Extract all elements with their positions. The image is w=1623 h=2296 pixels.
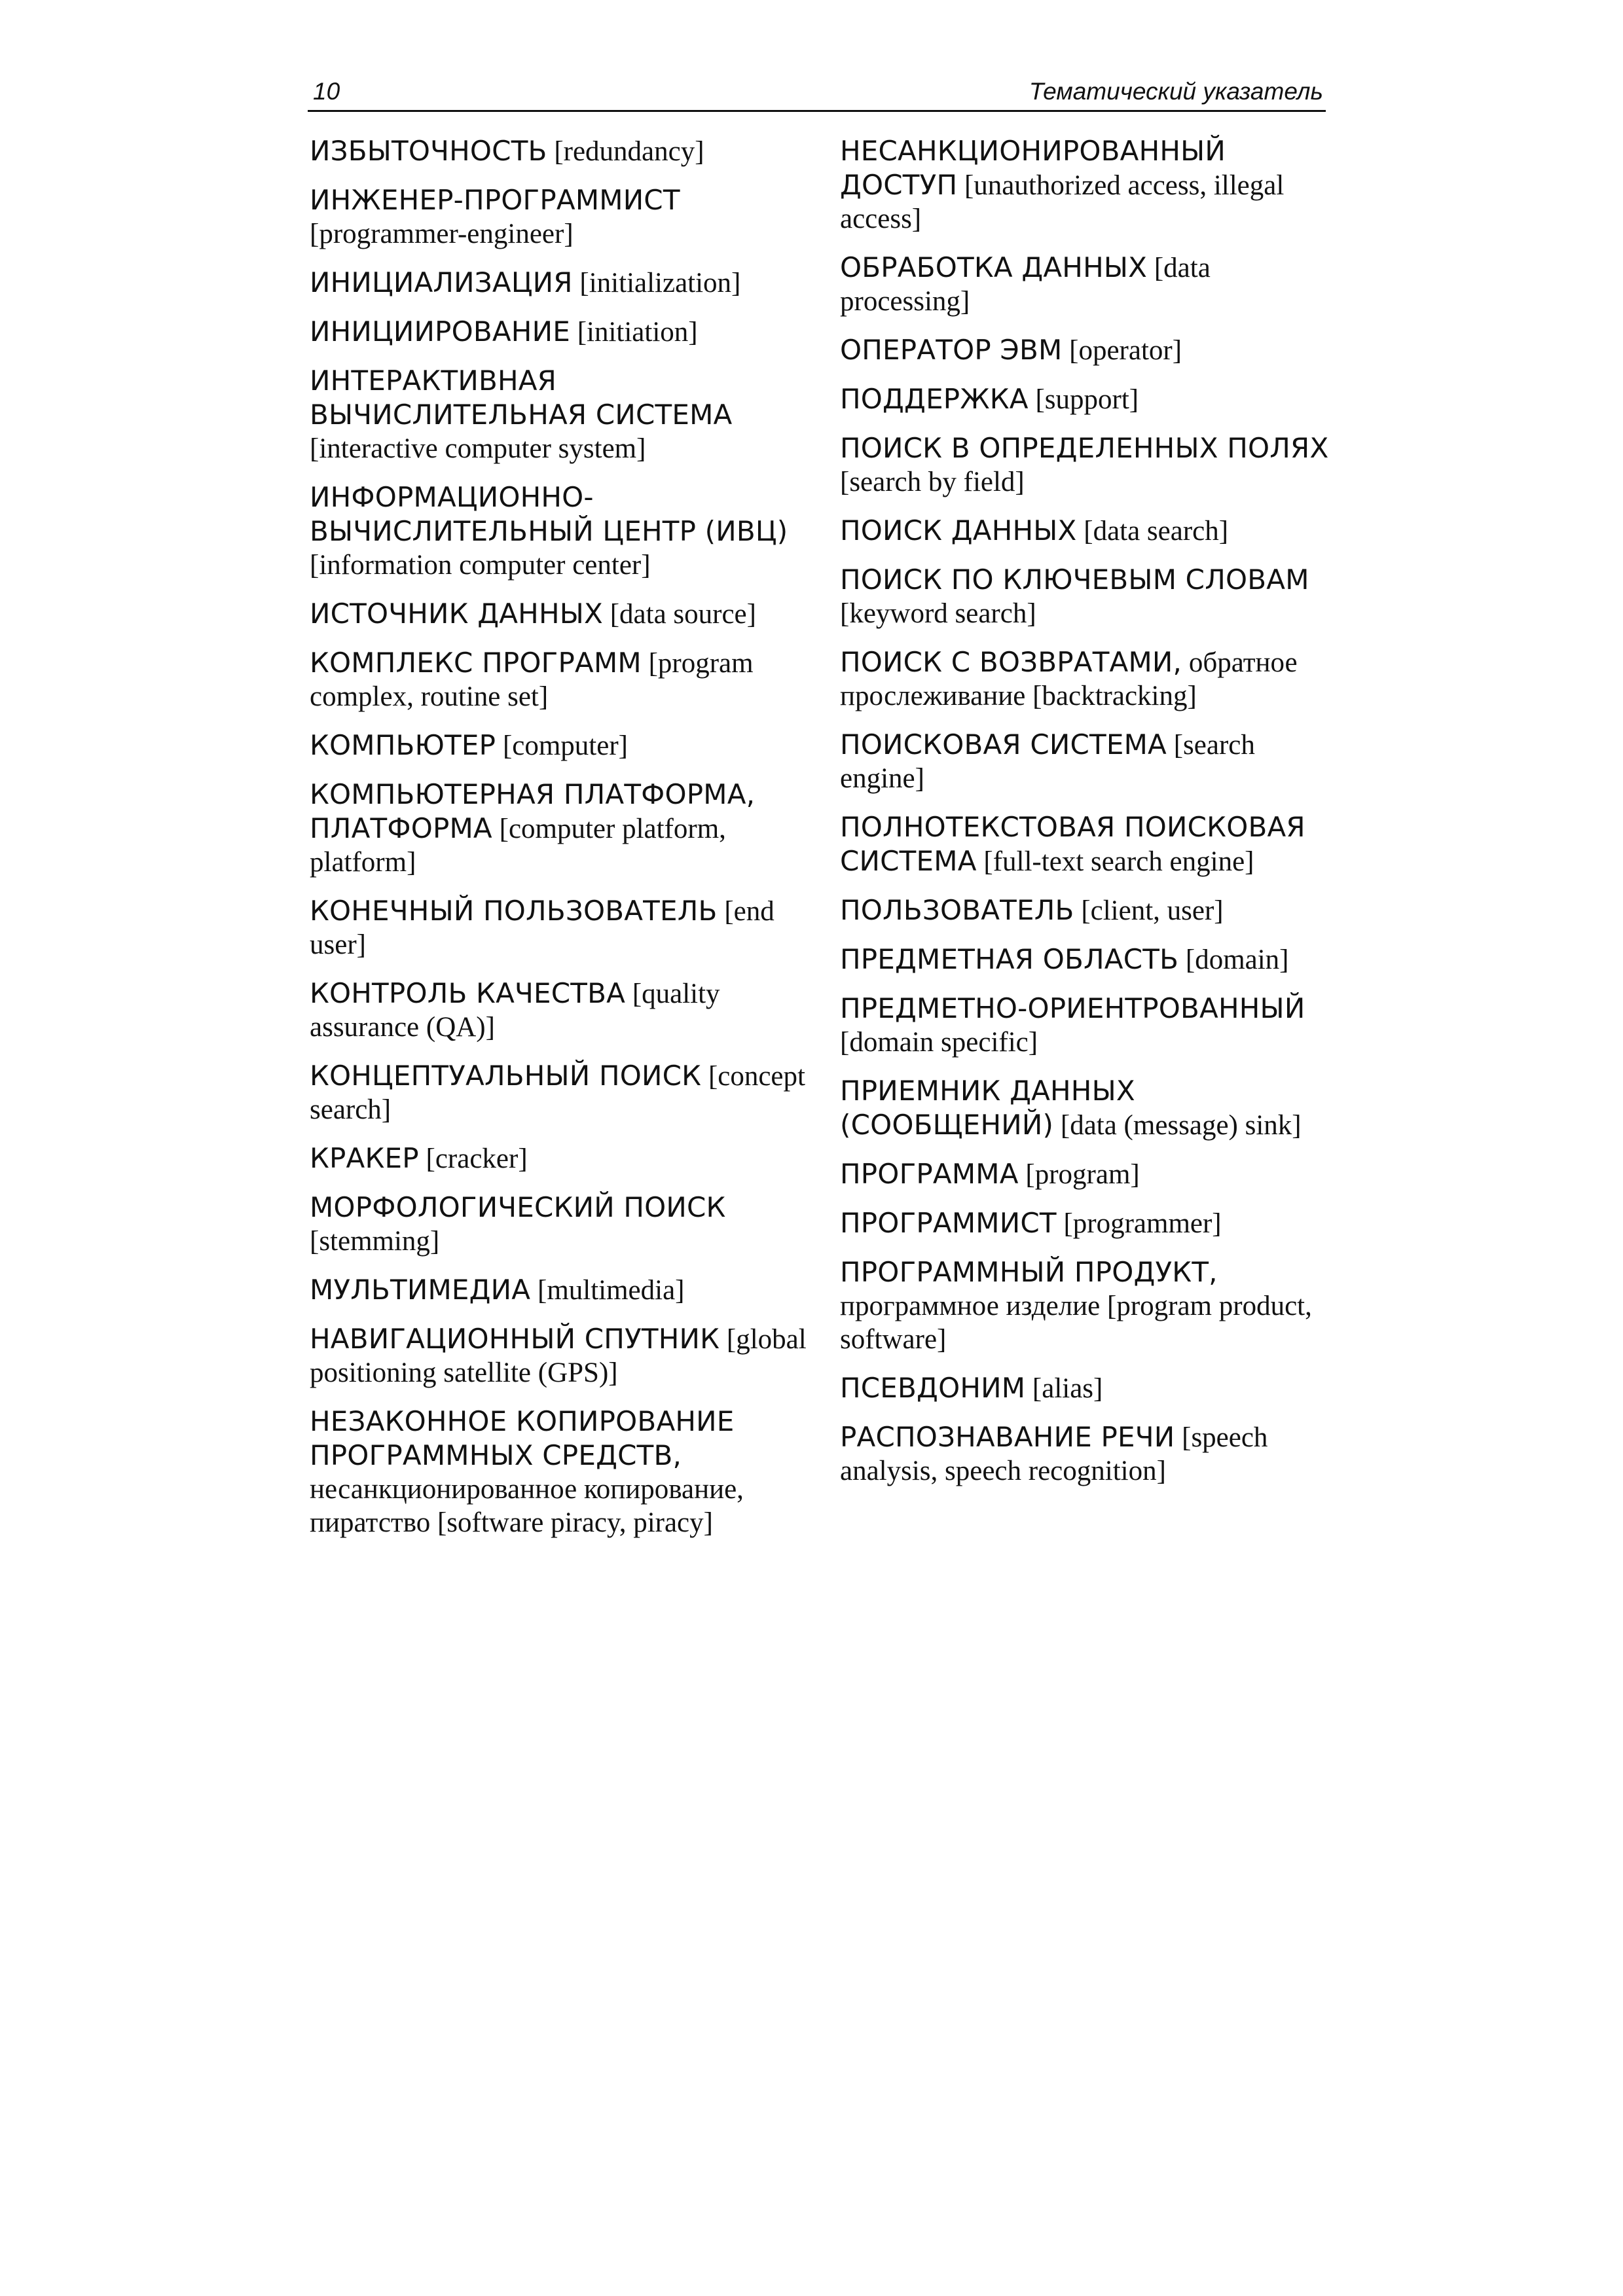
index-translation: [computer platform, platform] (310, 814, 726, 878)
index-entry (840, 134, 1338, 236)
index-term: ПОИСК ДАННЫХ (840, 514, 1077, 547)
index-term: МОРФОЛОГИЧЕСКИЙ ПОИСК (310, 1191, 726, 1223)
index-term: ИНЖЕНЕР-ПРОГРАММИСТ (310, 184, 680, 216)
index-translation: [full-text search engine] (976, 846, 1254, 877)
index-term: КРАКЕР (310, 1142, 419, 1174)
index-entry (310, 977, 820, 1044)
index-term: ПОЛЬЗОВАТЕЛЬ (840, 894, 1074, 926)
index-translation: [support] (1028, 384, 1139, 415)
index-term: ИНИЦИАЛИЗАЦИЯ (310, 266, 573, 298)
index-term: ПОДДЕРЖКА (840, 383, 1029, 415)
index-entry (310, 646, 820, 713)
index-translation: [domain specific] (840, 1027, 1038, 1058)
index-entry (840, 563, 1338, 630)
index-entry (310, 480, 820, 582)
index-translation: [operator] (1062, 335, 1182, 366)
index-entry (840, 992, 1338, 1059)
index-term: НЕЗАКОННОЕ КОПИРОВАНИЕ ПРОГРАММНЫХ СРЕДСТВ, (310, 1405, 735, 1471)
index-term: ПРОГРАММИСТ (840, 1207, 1057, 1239)
index-entry (310, 778, 820, 879)
index-entry (310, 1405, 820, 1539)
index-translation: [unauthorized access, illegal access] (840, 170, 1285, 234)
index-translation: [stemming] (310, 1226, 440, 1257)
index-translation: [keyword search] (840, 598, 1036, 629)
index-entry (310, 364, 820, 465)
index-entry (840, 333, 1338, 367)
index-entry (840, 1255, 1338, 1356)
index-column-right (840, 134, 1338, 1503)
index-translation: [alias] (1025, 1373, 1103, 1404)
index-translation: [concept search] (310, 1061, 805, 1125)
index-term: РАСПОЗНАВАНИЕ РЕЧИ (840, 1421, 1175, 1453)
index-term: ОПЕРАТОР ЭВМ (840, 334, 1063, 366)
index-entry (840, 1420, 1338, 1488)
index-term: КОНТРОЛЬ КАЧЕСТВА (310, 977, 626, 1009)
index-entry (840, 893, 1338, 927)
index-entry (310, 1141, 820, 1175)
index-term: ПРЕДМЕТНАЯ ОБЛАСТЬ (840, 943, 1179, 975)
index-term: ПОИСКОВАЯ СИСТЕМА (840, 728, 1167, 761)
index-term: КОМПЬЮТЕР (310, 729, 496, 761)
index-translation: [global positioning satellite (GPS)] (310, 1324, 807, 1388)
index-translation: [data search] (1076, 516, 1229, 547)
index-term: ИСТОЧНИК ДАННЫХ (310, 598, 603, 630)
index-entry (840, 514, 1338, 548)
index-term: ПСЕВДОНИМ (840, 1372, 1026, 1404)
index-term: ПОЛНОТЕКСТОВАЯ ПОИСКОВАЯ СИСТЕМА (840, 811, 1305, 877)
index-translation: [data processing] (840, 253, 1211, 317)
index-translation: [speech analysis, speech recognition] (840, 1422, 1268, 1486)
index-entry (310, 597, 820, 631)
index-term: ПРИЕМНИК ДАННЫХ (СООБЩЕНИЙ) (840, 1075, 1135, 1141)
index-translation: [multimedia] (530, 1275, 685, 1306)
index-entry (310, 1059, 820, 1126)
index-translation: [data (message) sink] (1053, 1110, 1302, 1141)
index-entry (840, 251, 1338, 318)
index-term: ИНИЦИИРОВАНИЕ (310, 315, 570, 348)
index-translation: [information computer center] (310, 550, 651, 581)
index-entry (840, 1157, 1338, 1191)
index-term: ПОИСК В ОПРЕДЕЛЕННЫХ ПОЛЯХ (840, 432, 1329, 464)
index-entry (310, 894, 820, 961)
index-entry (840, 1206, 1338, 1240)
index-entry (840, 431, 1338, 499)
index-term: ПОИСК С ВОЗВРАТАМИ, (840, 646, 1182, 678)
index-term: ПРОГРАММНЫЙ ПРОДУКТ, (840, 1256, 1218, 1288)
index-term: КОНЦЕПТУАЛЬНЫЙ ПОИСК (310, 1060, 702, 1092)
index-entry (840, 1371, 1338, 1405)
index-term: ПРЕДМЕТНО-ОРИЕНТРОВАННЫЙ (840, 992, 1305, 1024)
index-entry (310, 266, 820, 300)
index-translation: [end user] (310, 896, 775, 960)
index-entry (840, 810, 1338, 878)
index-term: ИЗБЫТОЧНОСТЬ (310, 135, 547, 167)
index-translation: [redundancy] (547, 136, 704, 167)
index-translation: [quality assurance (QA)] (310, 978, 720, 1043)
index-term: ИНТЕРАКТИВНАЯ ВЫЧИСЛИТЕЛЬНАЯ СИСТЕМА (310, 365, 733, 431)
page-number: 10 (313, 78, 340, 105)
index-term: НАВИГАЦИОННЫЙ СПУТНИК (310, 1323, 720, 1355)
index-term: НЕСАНКЦИОНИРОВАННЫЙ ДОСТУП (840, 135, 1226, 201)
index-translation: обратное прослеживание [backtracking] (840, 647, 1298, 711)
index-translation: [client, user] (1074, 895, 1224, 926)
index-translation: [interactive computer system] (310, 433, 646, 464)
index-translation: [programmer] (1056, 1208, 1222, 1239)
page-header (308, 73, 1326, 112)
index-column-left (310, 134, 820, 1554)
index-term: ПОИСК ПО КЛЮЧЕВЫМ СЛОВАМ (840, 564, 1309, 596)
index-translation: [programmer-engineer] (310, 219, 574, 249)
index-translation: несанкционированное копирование, пиратство [software piracy, piracy] (310, 1474, 744, 1538)
index-translation: [domain] (1178, 944, 1289, 975)
index-translation: [program complex, routine set] (310, 648, 754, 712)
index-entry (310, 315, 820, 349)
running-title: Тематический указатель (1029, 78, 1323, 105)
index-entry (840, 1074, 1338, 1142)
index-term: ПРОГРАММА (840, 1158, 1019, 1190)
index-entry (840, 382, 1338, 416)
index-term: МУЛЬТИМЕДИА (310, 1274, 531, 1306)
index-entry (840, 645, 1338, 713)
index-translation: [computer] (496, 730, 628, 761)
index-term: КОНЕЧНЫЙ ПОЛЬЗОВАТЕЛЬ (310, 895, 718, 927)
index-entry (310, 1273, 820, 1307)
index-translation: [program] (1018, 1159, 1140, 1190)
index-term: КОМПЬЮТЕРНАЯ ПЛАТФОРМА, ПЛАТФОРМА (310, 778, 756, 844)
index-entry (840, 942, 1338, 977)
index-entry (310, 183, 820, 251)
index-entry (310, 134, 820, 168)
index-translation: [initialization] (572, 268, 741, 298)
index-entry (310, 728, 820, 762)
index-entry (840, 728, 1338, 795)
index-entry (310, 1322, 820, 1390)
index-term: ИНФОРМАЦИОННО-ВЫЧИСЛИТЕЛЬНЫЙ ЦЕНТР (ИВЦ) (310, 481, 788, 547)
index-translation: программное изделие [program product, software] (840, 1291, 1312, 1355)
index-translation: [search engine] (840, 730, 1255, 794)
index-entry (310, 1191, 820, 1258)
index-term: ОБРАБОТКА ДАННЫХ (840, 251, 1148, 283)
index-translation: [data source] (602, 599, 756, 630)
index-translation: [search by field] (840, 467, 1025, 497)
index-term: КОМПЛЕКС ПРОГРАММ (310, 647, 642, 679)
index-translation: [cracker] (418, 1143, 528, 1174)
index-translation: [initiation] (570, 317, 698, 348)
